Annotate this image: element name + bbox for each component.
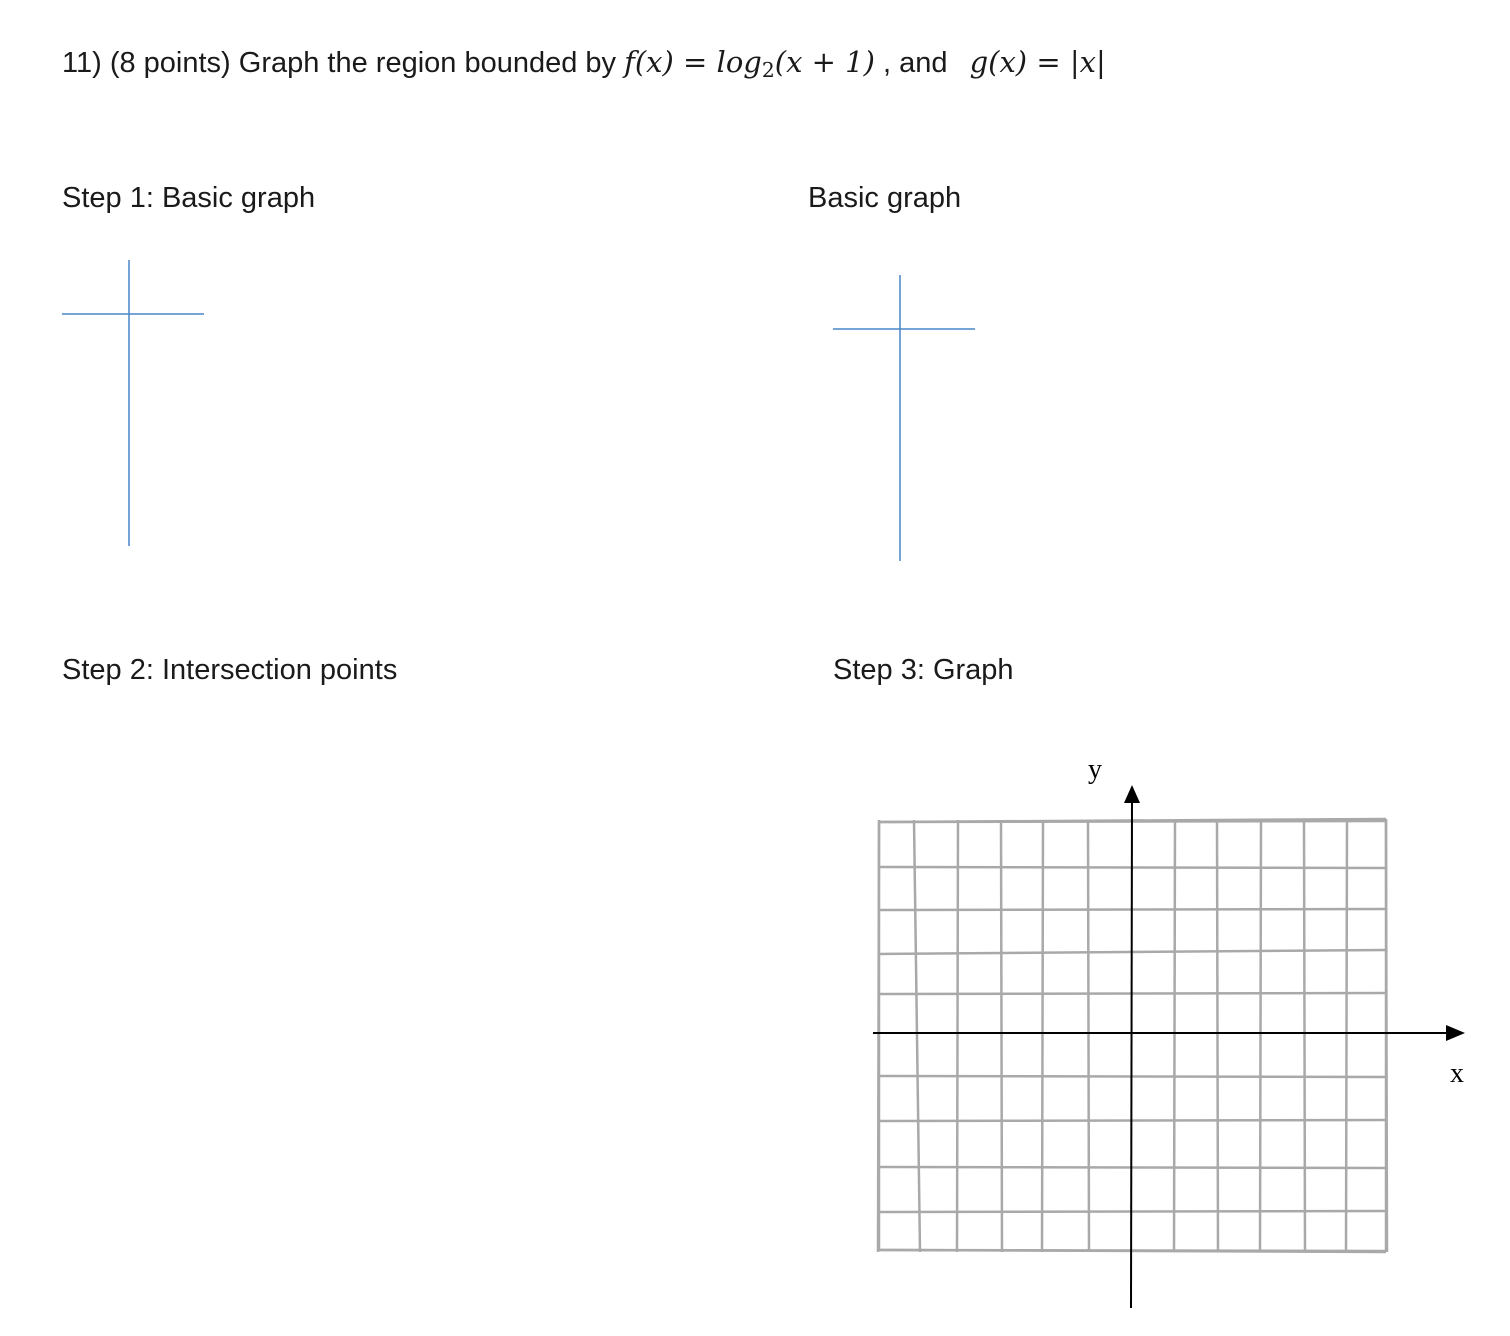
coordinate-axes xyxy=(873,754,1465,1308)
grid-vertical-line xyxy=(914,820,920,1252)
grid-horizontal-line xyxy=(879,1167,1386,1168)
y-axis-arrow-icon xyxy=(1124,785,1140,803)
problem-prefix: 11) (8 points) Graph the region bounded by xyxy=(62,47,625,79)
grid-vertical-line xyxy=(1217,820,1218,1252)
grid-vertical-line xyxy=(1260,820,1261,1252)
step1-sketch-axes xyxy=(62,260,204,546)
basic-graph-label: Basic graph xyxy=(808,182,962,214)
basic-graph-sketch-axes xyxy=(833,275,975,561)
grid-vertical-line xyxy=(1088,820,1089,1252)
grid-horizontal-line xyxy=(879,1211,1386,1212)
f-argument: (x + 1) xyxy=(774,45,875,79)
grid-horizontal-line xyxy=(879,1120,1386,1121)
grid-vertical-line xyxy=(957,820,958,1252)
y-axis-label: y xyxy=(1088,754,1102,785)
step3-label: Step 3: Graph xyxy=(833,654,1014,686)
grid-horizontal-line xyxy=(879,1076,1386,1077)
grid-vertical-line xyxy=(1174,820,1175,1252)
step1-label: Step 1: Basic graph xyxy=(62,182,316,214)
step2-label: Step 2: Intersection points xyxy=(62,654,398,686)
x-axis-arrow-icon xyxy=(1446,1025,1465,1041)
f-expression: f(x) = log xyxy=(624,45,762,79)
grid-vertical-line xyxy=(1042,820,1043,1252)
y-axis xyxy=(1131,800,1132,1308)
grid-vertical-line xyxy=(1304,820,1305,1252)
grid-vertical-line xyxy=(1001,820,1002,1252)
f-log-base: 2 xyxy=(761,58,775,83)
separator-text: , and xyxy=(874,47,956,79)
x-axis-label: x xyxy=(1450,1058,1464,1089)
grid-vertical-line xyxy=(1346,820,1347,1252)
g-expression: g(x) = |x| xyxy=(969,45,1106,79)
